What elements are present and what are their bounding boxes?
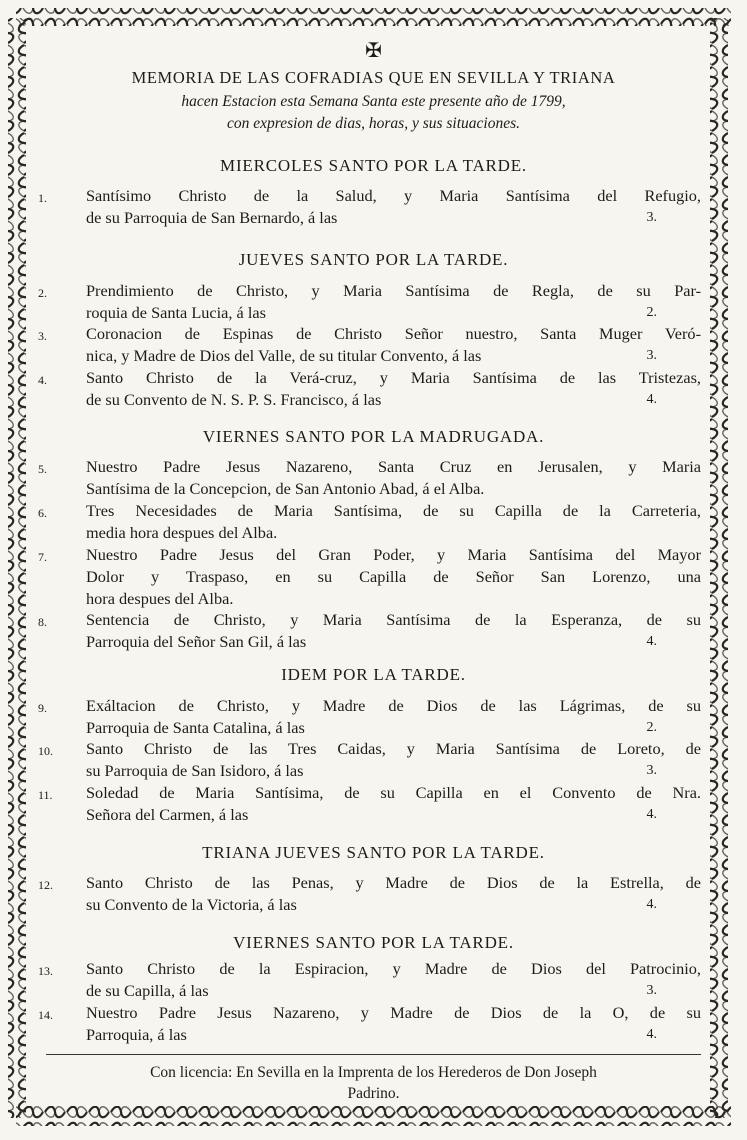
entry-line: Exáltacion de Christo, y Madre de Dios de las Lágrimas, de su xyxy=(86,696,701,715)
list-item xyxy=(38,958,701,1002)
document-subtitle-line-1: hacen Estacion esta Semana Santa este presente año de 1799, xyxy=(181,93,566,110)
entry-line: de su Capilla, á las xyxy=(86,981,209,1000)
entry-hour: 2. xyxy=(646,720,657,735)
entry-line: Nuestro Padre Jesus del Gran Poder, y Maria Santísima del Mayor xyxy=(86,545,701,564)
entry-hour: 4. xyxy=(646,807,657,822)
list-item xyxy=(38,695,701,739)
entry-number: 8. xyxy=(38,615,47,629)
list-item xyxy=(38,367,701,411)
list-item xyxy=(38,609,701,653)
list-item xyxy=(38,456,701,500)
footer-divider xyxy=(46,1054,701,1055)
entry-line: Prendimiento de Christo, y Maria Santísima de Regla, de su Par- xyxy=(86,281,701,300)
list-item xyxy=(38,1002,701,1046)
entry-line: Señora del Carmen, á las xyxy=(86,805,249,824)
entry-line: Coronacion de Espinas de Christo Señor nuestro, Santa Muger Veró- xyxy=(86,324,701,343)
entry-hour: 3. xyxy=(646,348,657,363)
document-subtitle-line-2: con expresion de dias, horas, y sus situaciones. xyxy=(226,115,521,132)
entry-line: Soledad de Maria Santísima, de su Capilla en el Convento de Nra. xyxy=(86,783,701,802)
entry-line: hora despues del Alba. xyxy=(86,589,234,608)
entry-line: Dolor y Traspaso, en su Capilla de Señor San Lorenzo, una xyxy=(86,567,701,586)
entry-number: 11. xyxy=(38,788,53,802)
entry-line: Santísimo Christo de la Salud, y Maria Santísima del Refugio, xyxy=(86,186,701,205)
entry-number: 2. xyxy=(38,286,47,300)
entry-number: 10. xyxy=(38,744,53,758)
entry-line: de su Convento de N. S. P. S. Francisco, á las xyxy=(86,390,382,409)
imprint-line-1: Con licencia: En Sevilla en la Imprenta de los Herederos de Don Joseph xyxy=(150,1064,597,1081)
list-item xyxy=(38,280,701,324)
entry-line: Parroquia, á las xyxy=(86,1025,187,1044)
entry-hour: 2. xyxy=(646,305,657,320)
section-heading-viernes-tarde: VIERNES SANTO POR LA TARDE. xyxy=(233,933,514,952)
entry-hour: 4. xyxy=(646,392,657,407)
entry-number: 6. xyxy=(38,506,47,520)
list-item xyxy=(38,872,701,916)
entry-line: roquia de Santa Lucia, á las xyxy=(86,303,266,322)
imprint-line-2: Padrino. xyxy=(347,1085,400,1102)
section-heading-viernes-madrugada: VIERNES SANTO POR LA MADRUGADA. xyxy=(202,427,545,446)
entry-line: media hora despues del Alba. xyxy=(86,523,278,542)
entry-number: 7. xyxy=(38,550,47,564)
entry-number: 4. xyxy=(38,373,47,387)
entry-line: Santísima de la Concepcion, de San Antonio Abad, á el Alba. xyxy=(86,479,485,498)
entry-line: nica, y Madre de Dios del Valle, de su titular Convento, á las xyxy=(86,346,482,365)
entry-line: Nuestro Padre Jesus Nazareno, y Madre de Dios de la O, de su xyxy=(86,1003,701,1022)
entry-number: 13. xyxy=(38,964,53,978)
entry-number: 1. xyxy=(38,191,47,205)
entry-line: Santo Christo de la Espiracion, y Madre de Dios del Patrocinio, xyxy=(86,959,701,978)
entry-hour: 3. xyxy=(646,763,657,778)
entry-line: su Convento de la Victoria, á las xyxy=(86,895,297,914)
entry-number: 3. xyxy=(38,329,47,343)
entry-line: Parroquia de Santa Catalina, á las xyxy=(86,718,305,737)
entry-line: su Parroquia de San Isidoro, á las xyxy=(86,761,304,780)
document-title: MEMORIA DE LAS COFRADIAS QUE EN SEVILLA Y TRIANA xyxy=(131,68,616,87)
entry-hour: 4. xyxy=(646,897,657,912)
broadside-content xyxy=(38,38,701,1106)
entry-line: Santo Christo de las Penas, y Madre de Dios de la Estrella, de xyxy=(86,873,701,892)
entry-line: Tres Necesidades de Maria Santísima, de su Capilla de la Carreteria, xyxy=(86,501,701,520)
entry-hour: 4. xyxy=(646,1027,657,1042)
cross-icon: ✠ xyxy=(365,38,382,62)
entry-number: 5. xyxy=(38,462,47,476)
entry-line: Nuestro Padre Jesus Nazareno, Santa Cruz en Jerusalen, y Maria xyxy=(86,457,701,476)
entry-line: Santo Christo de las Tres Caidas, y Maria Santísima de Loreto, de xyxy=(86,739,701,758)
entry-hour: 3. xyxy=(646,210,657,225)
entry-number: 14. xyxy=(38,1008,53,1022)
list-item xyxy=(38,500,701,544)
entry-line: Parroquia del Señor San Gil, á las xyxy=(86,632,307,651)
section-heading-miercoles: MIERCOLES SANTO POR LA TARDE. xyxy=(220,156,527,175)
list-item xyxy=(38,185,701,229)
list-item xyxy=(38,782,701,826)
entry-number: 9. xyxy=(38,701,47,715)
entry-hour: 4. xyxy=(646,634,657,649)
section-heading-triana-jueves: TRIANA JUEVES SANTO POR LA TARDE. xyxy=(202,843,545,862)
section-heading-idem: IDEM POR LA TARDE. xyxy=(281,665,466,684)
entry-line: Santo Christo de la Verá-cruz, y Maria Santísima de las Tristezas, xyxy=(86,368,701,387)
list-item xyxy=(38,738,701,782)
section-heading-jueves: JUEVES SANTO POR LA TARDE. xyxy=(238,250,509,269)
list-item xyxy=(38,323,701,367)
entry-line: de su Parroquia de San Bernardo, á las xyxy=(86,208,338,227)
entry-number: 12. xyxy=(38,878,53,892)
list-item xyxy=(38,544,701,610)
entry-hour: 3. xyxy=(646,983,657,998)
entry-line: Sentencia de Christo, y Maria Santísima de la Esperanza, de su xyxy=(86,610,701,629)
